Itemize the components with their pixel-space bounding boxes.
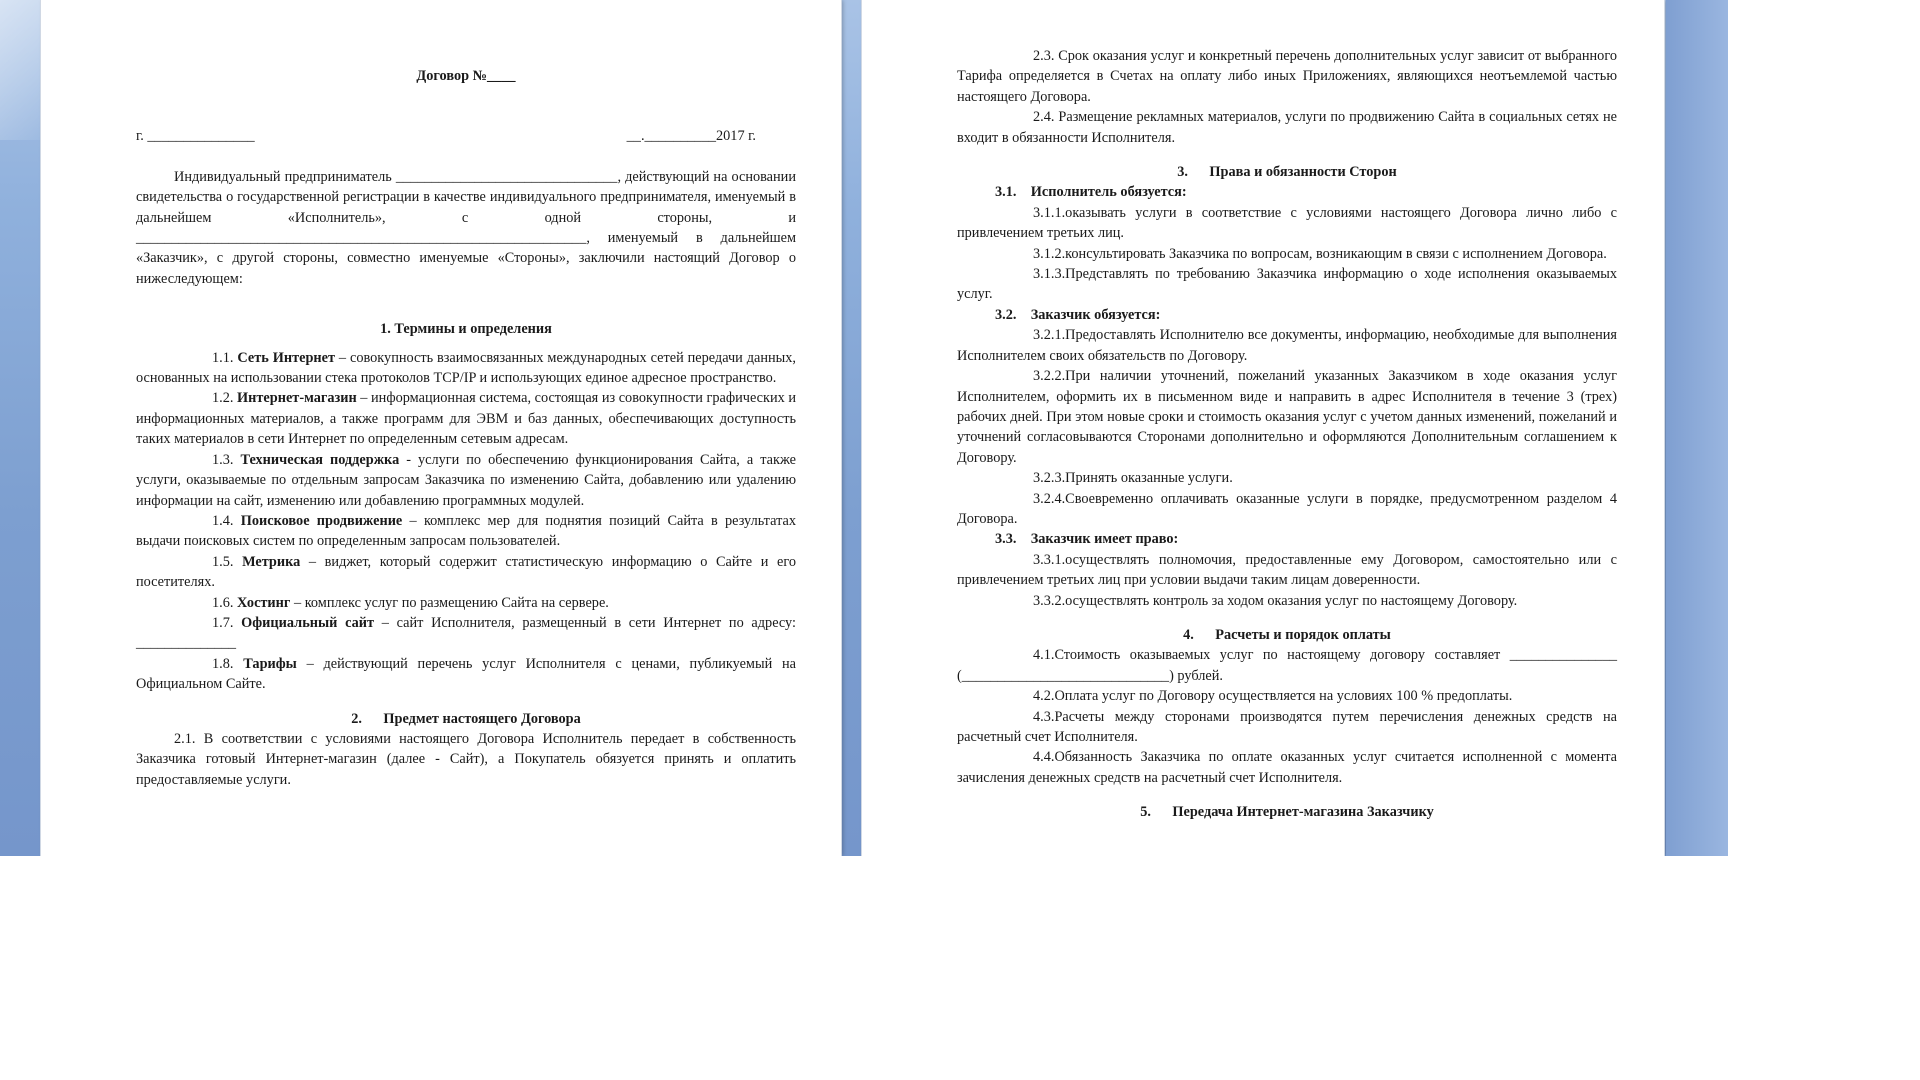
clause-number: 3.1.3. bbox=[1033, 266, 1066, 283]
subsection-3-2: 3.2. Заказчик обязуется: bbox=[995, 306, 1161, 323]
term-item bbox=[136, 613, 796, 654]
section-2-heading: 2. Предмет настоящего Договора bbox=[351, 710, 581, 727]
clause-text: В соответствии с условиями настоящего Договора Исполнитель передает в собственность Заказчика готовый Интернет-магазин (далее - Сайт), а Покупатель обязуется принять и оплатить предоставляемые услуги. bbox=[136, 730, 796, 788]
clauses-3-2 bbox=[957, 325, 1617, 529]
clause-text: – сайт Исполнителя, размещенный в сети Интернет по адресу: ______________ bbox=[136, 614, 796, 652]
contract-place: г. _______________ bbox=[136, 128, 255, 145]
term-item bbox=[136, 593, 796, 613]
contract-title: Договор №____ bbox=[416, 68, 516, 84]
contract-date: __.__________2017 г. bbox=[626, 128, 756, 145]
clause-number: 2.3. bbox=[1033, 48, 1055, 64]
clause-number: 1.8. bbox=[212, 655, 234, 672]
clause-number: 1.1. bbox=[212, 349, 234, 366]
terms-list bbox=[136, 348, 796, 695]
clause-text: – совокупность взаимосвязанных международных сетей передачи данных, основанных на использовании стека протоколов TCP/IP и использующих единое адресное пространство. bbox=[136, 349, 796, 387]
clause-number: 4.1. bbox=[1033, 647, 1055, 664]
clause-4-item bbox=[957, 747, 1617, 788]
clause-4-item bbox=[957, 707, 1617, 748]
clauses-3-3 bbox=[957, 550, 1617, 611]
clause-text: оказывать услуги в соответствие с условиями настоящего Договора лично либо с привлечением третьих лиц. bbox=[957, 204, 1617, 242]
clause-text: При наличии уточнений, пожеланий указанных Заказчиком в ходе оказания услуг Исполнителем, оформить их в письменном виде и направить в адрес Исполнителя в течение 3 (трех) рабочих дней. При этом новые сроки и стоимость оказания услуг с учетом данных изменений, пожеланий и уточнений согласовываются Сторонами дополнительно и оформляются Дополнительным соглашением к Договору. bbox=[957, 368, 1617, 466]
window-background-strip bbox=[1666, 0, 1728, 856]
clause-text: Обязанность Заказчика по оплате оказанных услуг считается исполненной с момента зачисления денежных средств на расчетный счет Исполнителя. bbox=[957, 749, 1617, 786]
contract-intro: Индивидуальный предприниматель _______________________________, действующий на основании свидетельства о государственной регистрации в качестве индивидуального предпринимателя, именуемый в дальнейшем «Исполнитель», с одной стороны, и _______________________________________________________________, именуемый в дальнейшем «Заказчик», с другой стороны, совместно именуемые «Стороны», заключили настоящий Договор о нижеследующем: bbox=[136, 168, 796, 287]
clause-number: 3.2.4. bbox=[1033, 490, 1066, 507]
subsection-3-3: 3.3. Заказчик имеет право: bbox=[995, 531, 1179, 548]
clause-3-1-item bbox=[957, 203, 1617, 244]
clause-number: 2.4. bbox=[1033, 109, 1055, 126]
clause-text: Представлять по требованию Заказчика информацию о ходе исполнения оказываемых услуг. bbox=[957, 266, 1617, 303]
clause-text: осуществлять полномочия, предоставленные ему Договором, самостоятельно или с привлечением третьих лиц при условии выдачи таким лицам доверенности. bbox=[957, 551, 1617, 589]
clause-text: Оплата услуг по Договору осуществляется на условиях 100 % предоплаты. bbox=[1054, 688, 1513, 705]
term-name: Техническая поддержка bbox=[240, 451, 400, 468]
term-item bbox=[136, 552, 796, 593]
section-4-heading: 4. Расчеты и порядок оплаты bbox=[1183, 626, 1391, 643]
clause-3-2-item bbox=[957, 366, 1617, 468]
clause-2-1 bbox=[136, 729, 796, 790]
clause-text: – информационная система, состоящая из совокупности графических и информационных материалов, а также программ для ЭВМ и баз данных, обеспечивающих доступность таких материалов в сети Интернет по определенным сетевым адресам. bbox=[136, 390, 796, 448]
document-page-right bbox=[862, 0, 1664, 856]
clause-text: консультировать Заказчика по вопросам, возникающим в связи с исполнением Договора. bbox=[1065, 245, 1607, 262]
clause-text: Расчеты между сторонами производятся путем перечисления денежных средств на расчетный счет Исполнителя. bbox=[957, 708, 1617, 745]
page-right-body bbox=[957, 46, 1617, 823]
clause-number: 3.3.2. bbox=[1033, 592, 1066, 609]
term-name: Интернет-магазин bbox=[237, 390, 357, 407]
term-name: Метрика bbox=[242, 553, 301, 570]
clause-number: 2.1. bbox=[174, 730, 196, 747]
term-name: Официальный сайт bbox=[241, 614, 375, 631]
term-name: Тарифы bbox=[243, 655, 297, 672]
clause-text: – действующий перечень услуг Исполнителя с ценами, публикуемый на Официальном Сайте. bbox=[136, 655, 796, 693]
term-item bbox=[136, 450, 796, 511]
clause-number: 3.2.3. bbox=[1033, 470, 1066, 487]
clause-text: – комплекс мер для поднятия позиций Сайта в результатах выдачи поисковых систем по определенным запросам пользователей. bbox=[136, 512, 796, 550]
page-left-body bbox=[136, 66, 796, 790]
clause-number: 3.2.2. bbox=[1033, 368, 1066, 385]
clause-number: 1.2. bbox=[212, 390, 234, 407]
clause-text: Принять оказанные услуги. bbox=[1065, 470, 1233, 487]
term-item bbox=[136, 348, 796, 389]
clause-text: – комплекс услуг по размещению Сайта на сервере. bbox=[290, 594, 609, 611]
clause-text: Предоставлять Исполнителю все документы, информацию, необходимые для выполнения Исполнителем своих обязательств по Договору. bbox=[957, 327, 1617, 364]
section-3-heading: 3. Права и обязанности Сторон bbox=[1177, 164, 1397, 181]
section-1-heading: 1. Термины и определения bbox=[380, 321, 552, 338]
clause-3-2-item bbox=[957, 468, 1617, 488]
clause-number: 4.4. bbox=[1033, 749, 1055, 766]
clauses-3-1 bbox=[957, 203, 1617, 305]
clause-number: 3.1.2. bbox=[1033, 245, 1066, 262]
place-date-row bbox=[136, 126, 796, 146]
term-name: Сеть Интернет bbox=[237, 349, 336, 366]
term-item bbox=[136, 388, 796, 449]
term-item bbox=[136, 511, 796, 552]
clause-text: осуществлять контроль за ходом оказания услуг по настоящему Договору. bbox=[1065, 592, 1518, 609]
clause-text: Своевременно оплачивать оказанные услуги в порядке, предусмотренном разделом 4 Договора. bbox=[957, 490, 1617, 527]
clause-text: Размещение рекламных материалов, услуги по продвижению Сайта в социальных сетях не входит в обязанности Исполнителя. bbox=[957, 109, 1617, 146]
clause-3-1-item bbox=[957, 264, 1617, 305]
section-5-heading: 5. Передача Интернет-магазина Заказчику bbox=[1140, 804, 1434, 821]
clause-3-3-item bbox=[957, 550, 1617, 591]
term-name: Хостинг bbox=[237, 594, 291, 611]
clause-text: Срок оказания услуг и конкретный перечень дополнительных услуг зависит от выбранного Тарифа определяется в Счетах на оплату либо иных Приложениях, являющихся неотъемлемой частью настоящего Договора. bbox=[957, 48, 1617, 105]
clause-3-1-item bbox=[957, 244, 1617, 264]
term-item bbox=[136, 654, 796, 695]
clause-number: 4.2. bbox=[1033, 688, 1055, 705]
subsection-3-1: 3.1. Исполнитель обязуется: bbox=[995, 184, 1187, 201]
clause-2-4 bbox=[957, 107, 1617, 148]
clause-number: 1.3. bbox=[212, 451, 234, 468]
clause-4-item bbox=[957, 645, 1617, 686]
clause-text: - услуги по обеспечению функционирования Сайта, а также услуги, оказываемые по отдельным запросам Заказчика по изменению Сайта, добавлению или удалению информации на сайт, изменению или добавлению программных модулей. bbox=[136, 451, 796, 509]
clause-4-item bbox=[957, 686, 1617, 706]
clause-number: 1.6. bbox=[212, 594, 234, 611]
clauses-4 bbox=[957, 645, 1617, 788]
document-page-left bbox=[41, 0, 841, 856]
clause-number: 3.2.1. bbox=[1033, 327, 1066, 344]
clause-3-2-item bbox=[957, 325, 1617, 366]
clause-number: 1.5. bbox=[212, 553, 234, 570]
clause-text: Стоимость оказываемых услуг по настоящему договору составляет _______________ (_____________________________) рублей. bbox=[957, 647, 1617, 684]
clause-number: 4.3. bbox=[1033, 708, 1055, 725]
clause-3-3-item bbox=[957, 591, 1617, 611]
clause-text: – виджет, который содержит статистическую информацию о Сайте и его посетителях. bbox=[136, 553, 796, 591]
clause-2-3 bbox=[957, 46, 1617, 107]
term-name: Поисковое продвижение bbox=[240, 512, 403, 529]
clause-number: 1.7. bbox=[212, 614, 234, 631]
clause-3-2-item bbox=[957, 489, 1617, 530]
clause-number: 3.1.1. bbox=[1033, 204, 1066, 221]
clause-number: 1.4. bbox=[212, 512, 234, 529]
clause-number: 3.3.1. bbox=[1033, 551, 1066, 568]
